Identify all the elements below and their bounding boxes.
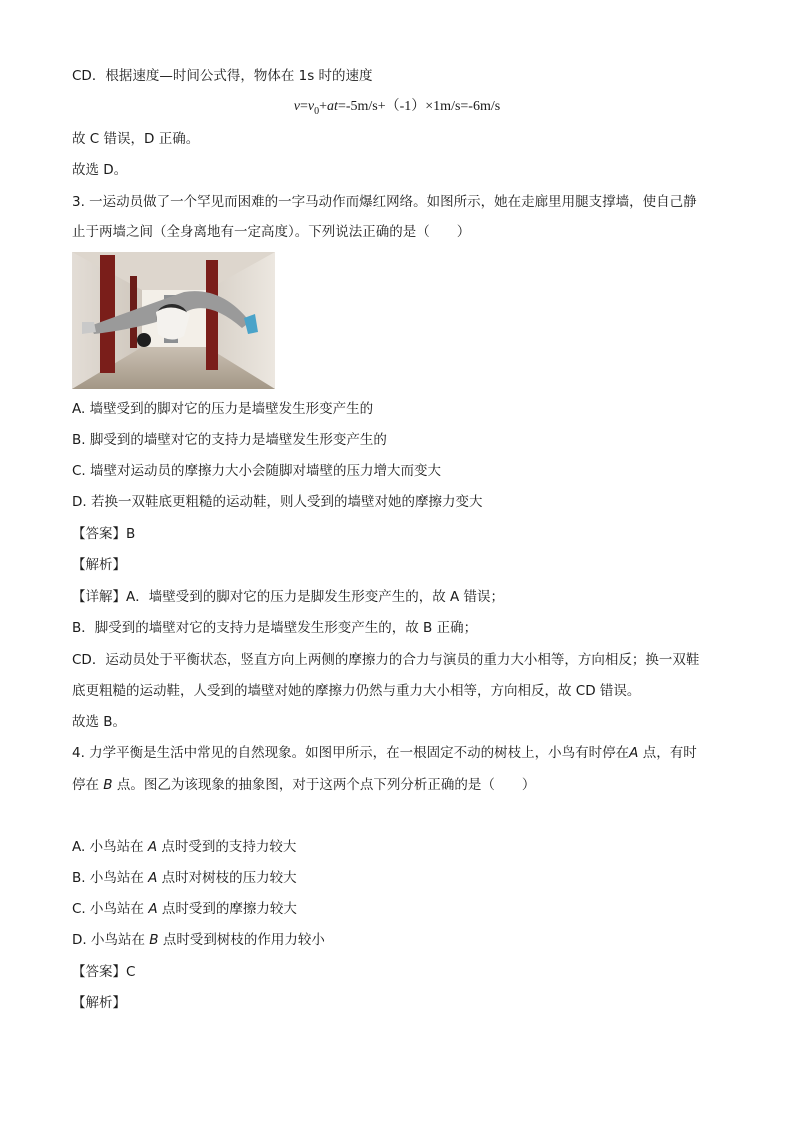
q3-detail-a: 【详解】A．墙壁受到的脚对它的压力是脚发生形变产生的，故 A 错误；	[72, 589, 505, 605]
q3-option-d: D. 若换一双鞋底更粗糙的运动鞋，则人受到的墙壁对她的摩擦力变大	[72, 494, 483, 510]
q3-choice: 故选 B。	[72, 714, 127, 730]
q4-stem-line1	[72, 743, 697, 763]
q3-option-a: A. 墙壁受到的脚对它的压力是墙壁发生形变产生的	[72, 401, 374, 417]
q4-opt-d-pre: D. 小鸟站在	[72, 932, 150, 948]
q3-stem-line2: 止于两墙之间（全身离地有一定高度）。下列说法正确的是（ ）	[72, 224, 471, 240]
q4-stem2-pre: 停在	[72, 777, 104, 793]
q4-option-d	[72, 930, 325, 950]
q4-option-c	[72, 899, 297, 919]
q4-stem1-pre: 4. 力学平衡是生活中常见的自然现象。如图甲所示，在一根固定不动的树枝上，小鸟有时停在	[72, 745, 630, 761]
q4-answer: 【答案】C	[72, 964, 136, 980]
q4-opt-b-point: A	[148, 870, 158, 886]
q4-analysis: 【解析】	[72, 995, 126, 1011]
q3-athlete-photo	[72, 252, 275, 389]
q4-opt-d-post: 点时受到树枝的作用力较小	[158, 932, 325, 948]
q3-option-c: C. 墙壁对运动员的摩擦力大小会随脚对墙壁的压力增大而变大	[72, 463, 442, 479]
q4-opt-a-point: A	[147, 839, 158, 855]
q4-opt-c-point: A	[148, 901, 158, 917]
formula-v: v	[293, 99, 301, 114]
q4-option-a	[72, 837, 296, 857]
q4-stem2-post: 点。图乙为该现象的抽象图，对于这两个点下列分析正确的是（ ）	[112, 777, 536, 793]
formula-v0: v	[307, 99, 315, 114]
q4-option-b	[72, 868, 297, 888]
q3-analysis: 【解析】	[72, 557, 126, 573]
q4-opt-a-pre: A. 小鸟站在	[72, 839, 148, 855]
q4-opt-c-post: 点时受到的摩擦力较大	[157, 901, 297, 917]
velocity-formula	[0, 97, 794, 122]
q3-answer: 【答案】B	[72, 526, 136, 542]
q4-opt-b-pre: B. 小鸟站在	[72, 870, 149, 886]
formula-v0-sub: 0	[314, 105, 320, 117]
q3-detail-b: B．脚受到的墙壁对它的支持力是墙壁发生形变产生的，故 B 正确；	[72, 620, 478, 636]
choice-d: 故选 D。	[72, 162, 128, 178]
q4-opt-c-pre: C. 小鸟站在	[72, 901, 149, 917]
formula-plus: +	[319, 99, 328, 114]
q4-point-a: A	[629, 745, 639, 761]
formula-at: at	[327, 99, 338, 114]
q4-stem1-post: 点，有时	[638, 745, 697, 761]
cd-intro: CD．根据速度—时间公式得，物体在 1s 时的速度	[72, 68, 373, 84]
q3-detail-cd-line2: 底更粗糙的运动鞋，人受到的墙壁对她的摩擦力仍然与重力大小相等，方向相反，故 CD 错误。	[72, 683, 641, 699]
formula-eq: =	[300, 99, 308, 114]
cd-conclusion: 故 C 错误，D 正确。	[72, 131, 200, 147]
q4-opt-d-point: B	[149, 932, 159, 948]
q4-opt-b-post: 点时对树枝的压力较大	[157, 870, 297, 886]
formula-rest: =-5m/s+（-1）×1m/s=-6m/s	[337, 99, 501, 114]
q3-detail-cd-line1: CD．运动员处于平衡状态，竖直方向上两侧的摩擦力的合力与演员的重力大小相等，方向相反；换一双鞋	[72, 652, 700, 668]
q4-point-b: B	[103, 777, 113, 793]
q4-stem-line2	[72, 775, 535, 795]
q3-stem-line1: 3. 一运动员做了一个罕见而困难的一字马动作而爆红网络。如图所示，她在走廊里用腿支撑墙，使自己静	[72, 194, 697, 210]
q4-opt-a-post: 点时受到的支持力较大	[157, 839, 297, 855]
q3-option-b: B. 脚受到的墙壁对它的支持力是墙壁发生形变产生的	[72, 432, 387, 448]
